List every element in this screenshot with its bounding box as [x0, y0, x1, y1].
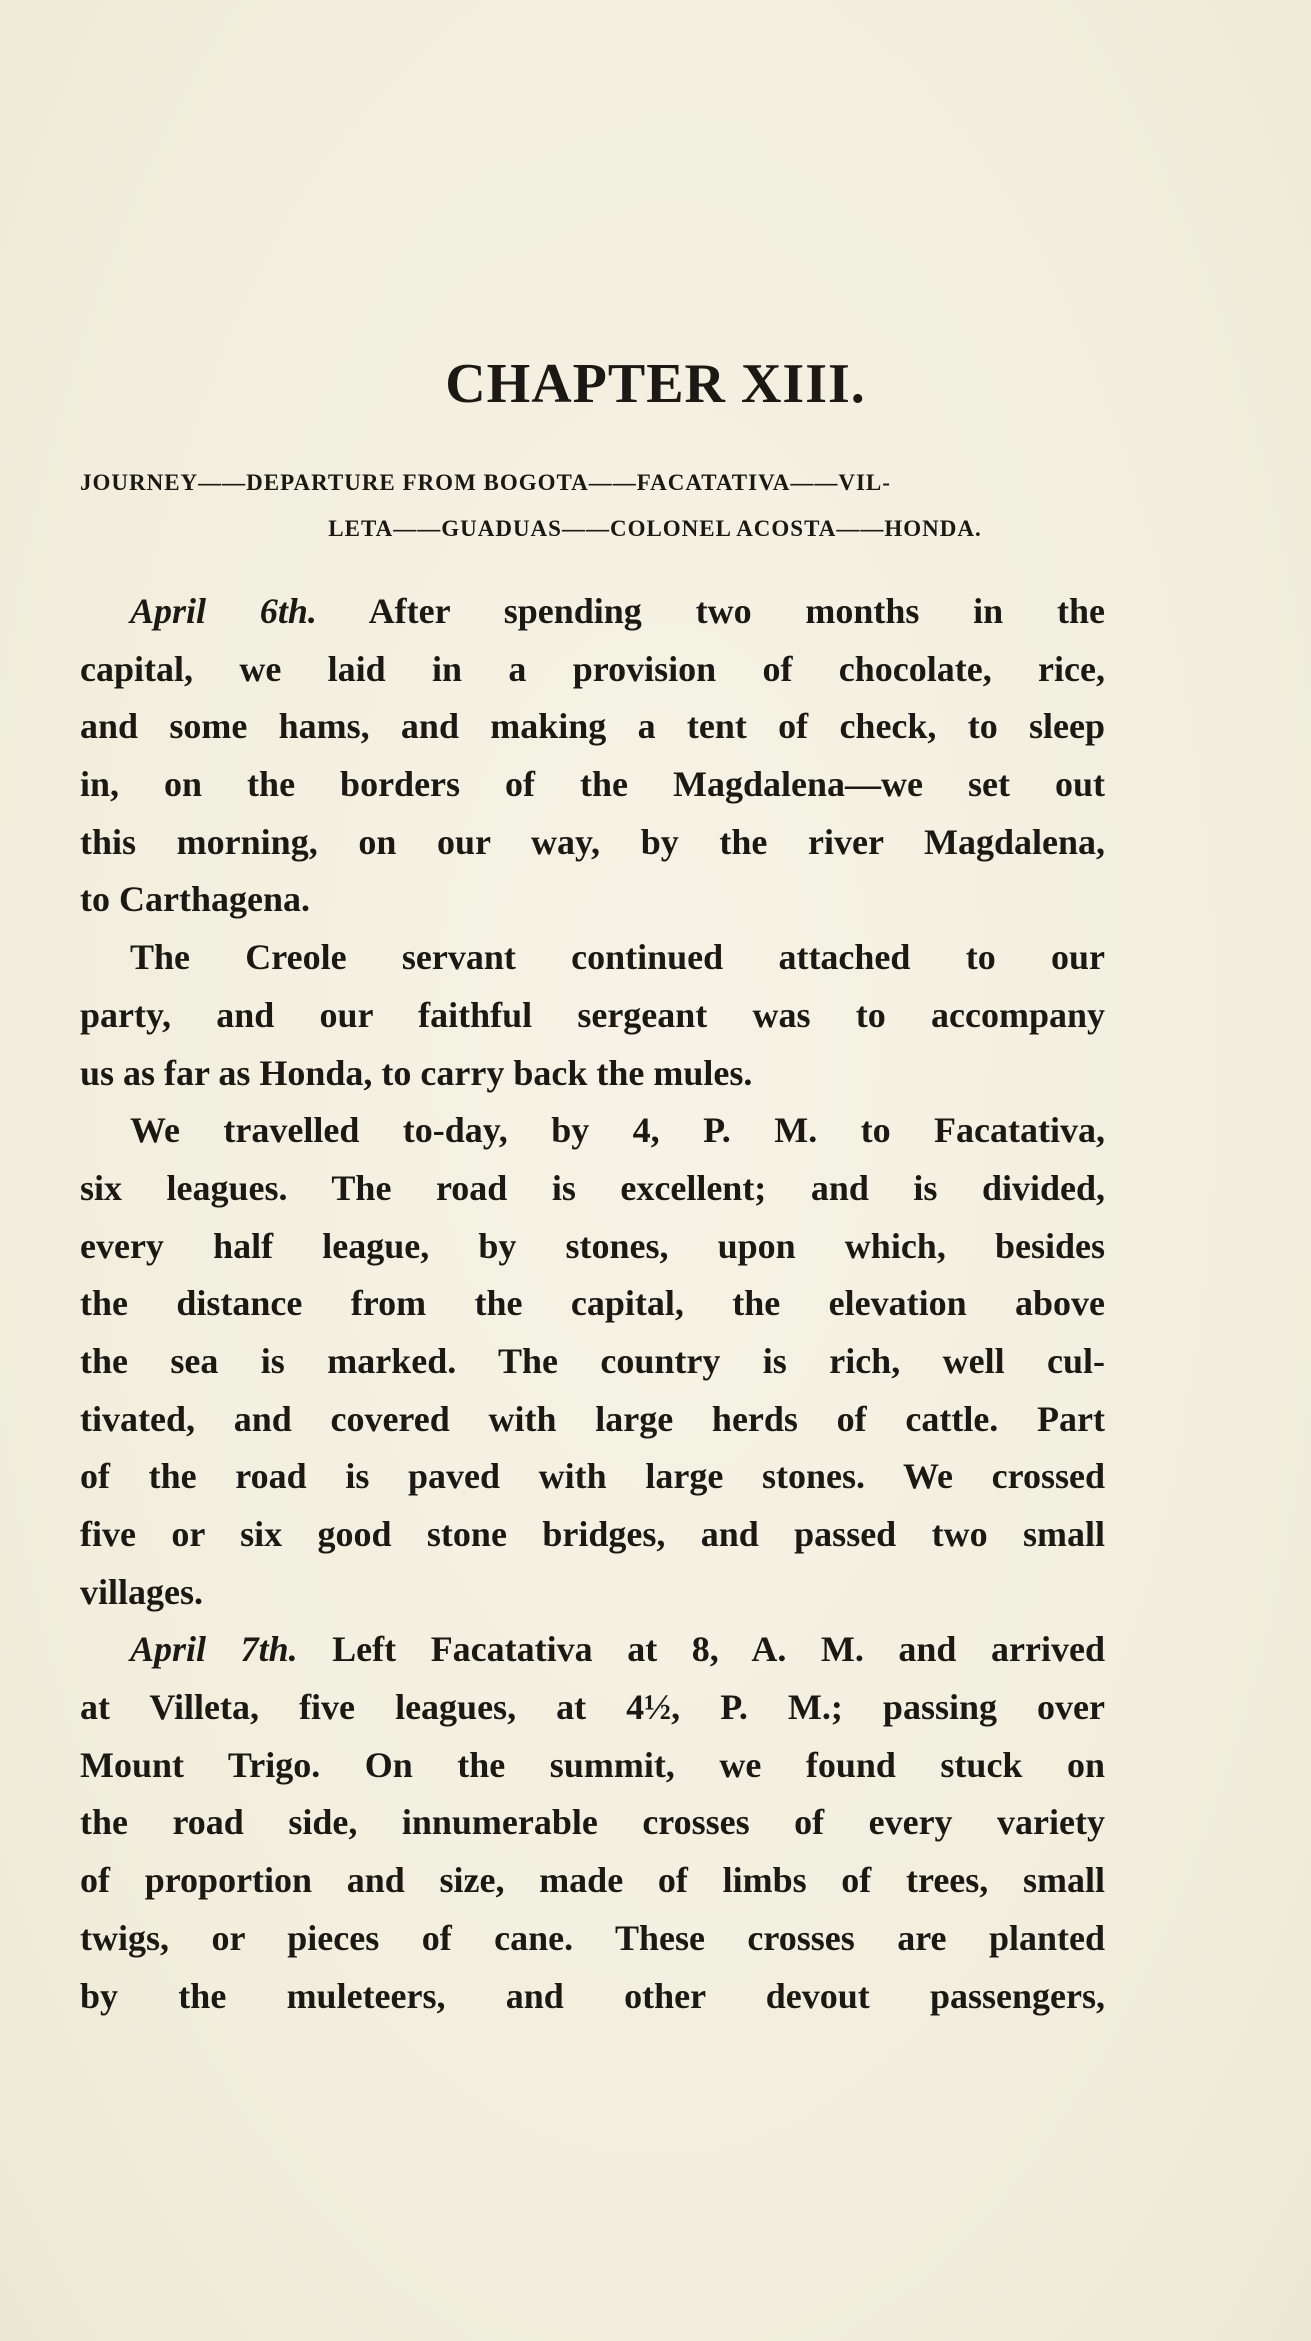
text-line: Mount Trigo. On the summit, we found stuck on	[80, 1744, 1105, 1785]
date-heading: April 6th.	[130, 591, 317, 631]
text-line: of proportion and size, made of limbs of trees, small	[80, 1860, 1105, 1901]
text-line: the sea is marked. The country is rich, well cul-	[80, 1340, 1105, 1381]
text-line: of the road is paved with large stones. We crossed	[80, 1456, 1105, 1497]
text-line: by the muleteers, and other devout passengers,	[80, 1975, 1105, 2016]
text-line: the road side, innumerable crosses of every variety	[80, 1802, 1105, 1843]
text-line: six leagues. The road is excellent; and is divided,	[80, 1167, 1105, 1208]
text-line: twigs, or pieces of cane. These crosses are planted	[80, 1917, 1105, 1958]
text-line: us as far as Honda, to carry back the mules.	[80, 1052, 753, 1093]
date-heading: April 7th.	[130, 1629, 298, 1670]
chapter-summary-line: JOURNEY——DEPARTURE FROM BOGOTA——FACATATIVA——VIL-	[80, 470, 891, 495]
text-line: to Carthagena.	[80, 879, 310, 920]
text-fragment: After spending two months in the	[316, 591, 1105, 631]
text-line: capital, we laid in a provision of chocolate, rice,	[80, 648, 1105, 689]
text-line: this morning, on our way, by the river Magdalena,	[80, 821, 1105, 862]
text-line: in, on the borders of the Magdalena—we set out	[80, 764, 1105, 805]
text-fragment: Left Facatativa at 8, A. M. and arrived	[297, 1629, 1105, 1670]
text-line: and some hams, and making a tent of check, to sleep	[80, 706, 1105, 747]
text-line: every half league, by stones, upon which, besides	[80, 1225, 1105, 1266]
text-line: tivated, and covered with large herds of cattle. Part	[80, 1398, 1105, 1439]
chapter-heading: CHAPTER XIII.	[445, 353, 866, 415]
text-line: The Creole servant continued attached to our	[130, 937, 1105, 978]
chapter-summary-line: LETA——GUADUAS——COLONEL ACOSTA——HONDA.	[328, 516, 982, 541]
text-line	[80, 1621, 1105, 1679]
text-line: villages.	[80, 1571, 203, 1612]
text-line: party, and our faithful sergeant was to accompany	[80, 994, 1105, 1035]
text-line: five or six good stone bridges, and passed two small	[80, 1514, 1105, 1554]
text-line: at Villeta, five leagues, at 4½, P. M.; passing over	[80, 1687, 1105, 1728]
text-line	[80, 583, 1105, 641]
text-line: the distance from the capital, the elevation above	[80, 1283, 1105, 1324]
text-line: We travelled to-day, by 4, P. M. to Facatativa,	[130, 1110, 1105, 1151]
body-text	[80, 583, 1105, 2025]
